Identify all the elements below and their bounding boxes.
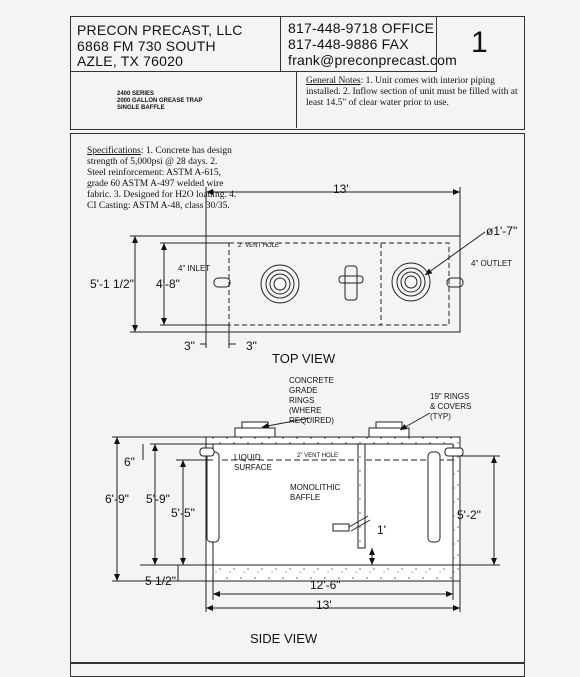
side-view-title: SIDE VIEW bbox=[250, 631, 318, 646]
top-length-label: 13' bbox=[333, 182, 349, 196]
floor-thickness-label: 5 1/2" bbox=[145, 574, 176, 588]
specifications-text: : 1. Concrete has design strength of 5,000psi @ 28 days. 2. Steel reinforcement: ASTM A-615, grade 60 ASTM A-497 welded wire fabric. 3. Designed for H2O loading. 4. CI Casting: ASTM A-48, class 30/35. bbox=[87, 146, 237, 211]
baffle-tee-side bbox=[333, 524, 349, 531]
inner-length-label: 12'-6" bbox=[310, 578, 341, 592]
rings-covers-leader bbox=[400, 413, 430, 430]
tank-inner-top bbox=[229, 243, 449, 325]
ring-diameter-leader bbox=[425, 232, 485, 275]
outer-length-label: 13' bbox=[316, 598, 332, 612]
office-phone: 817-448-9718 OFFICE bbox=[288, 20, 435, 36]
side-vent-hole-label: 2" VENT HOLE bbox=[297, 453, 339, 459]
company-name: PRECON PRECAST, LLC bbox=[77, 22, 243, 38]
outlet-label: 4" OUTLET bbox=[471, 259, 513, 268]
product-series: 2400 SERIES bbox=[117, 91, 155, 97]
outlet-height-label: 5'-2" bbox=[457, 508, 481, 522]
page-number: 1 bbox=[471, 26, 488, 59]
baffle-label: MONOLITHIC BAFFLE bbox=[290, 483, 341, 502]
general-notes-label: General Notes bbox=[306, 76, 361, 86]
grade-ring-left bbox=[235, 428, 275, 437]
top-outer-width-label: 5'-1 1/2" bbox=[90, 277, 134, 291]
manhole-ring-right bbox=[392, 263, 430, 301]
email-address: frank@preconprecast.com bbox=[288, 52, 457, 68]
grade-ring-right bbox=[369, 428, 409, 437]
tank-outline-top bbox=[206, 236, 460, 332]
ring-diameter-label: ø1'-7" bbox=[486, 224, 518, 238]
wall-thickness-right-label: 3" bbox=[246, 339, 257, 353]
inner-height-label: 5'-9" bbox=[146, 492, 170, 506]
top-view-title: TOP VIEW bbox=[272, 351, 336, 366]
top-inner-width-label: 4'-8" bbox=[156, 277, 180, 291]
inlet-label: 4" INLET bbox=[178, 264, 211, 273]
general-notes-text: : 1. Unit comes with interior piping installed. 2. Inflow section of unit must be filled with at least 14.5" of clear water prior to use. bbox=[306, 76, 518, 108]
inlet-pipe-side bbox=[207, 452, 219, 542]
specifications-label: Specifications bbox=[87, 146, 141, 156]
company-address-line2: AZLE, TX 76020 bbox=[77, 53, 184, 69]
company-address-line1: 6868 FM 730 SOUTH bbox=[77, 38, 216, 54]
baffle-opening-label: 1' bbox=[377, 523, 386, 537]
fax-number: 817-448-9886 FAX bbox=[288, 36, 409, 52]
grade-rings-label: CONCRETE GRADE RINGS (WHERE REQUIRED) bbox=[289, 376, 334, 425]
tee-fitting-top bbox=[339, 266, 363, 300]
rings-covers-label: 19" RINGS & COVERS (TYP) bbox=[430, 392, 472, 421]
baffle-wall bbox=[358, 444, 365, 548]
top-offset-label: 6" bbox=[124, 455, 135, 469]
outlet-pipe-side bbox=[428, 452, 440, 542]
product-baffle-type: SINGLE BAFFLE bbox=[117, 105, 165, 111]
inlet-pipe-top bbox=[214, 278, 230, 287]
manhole-ring-left bbox=[261, 265, 299, 303]
liquid-surface-label: LIQUID SURFACE bbox=[234, 453, 272, 472]
product-description: 2000 GALLON GREASE TRAP bbox=[117, 98, 203, 104]
top-vent-hole-label: 2" VENT HOLE bbox=[238, 243, 280, 249]
wall-thickness-left-label: 3" bbox=[184, 339, 195, 353]
liquid-depth-label: 5'-5" bbox=[171, 506, 195, 520]
overall-height-label: 6'-9" bbox=[105, 492, 129, 506]
